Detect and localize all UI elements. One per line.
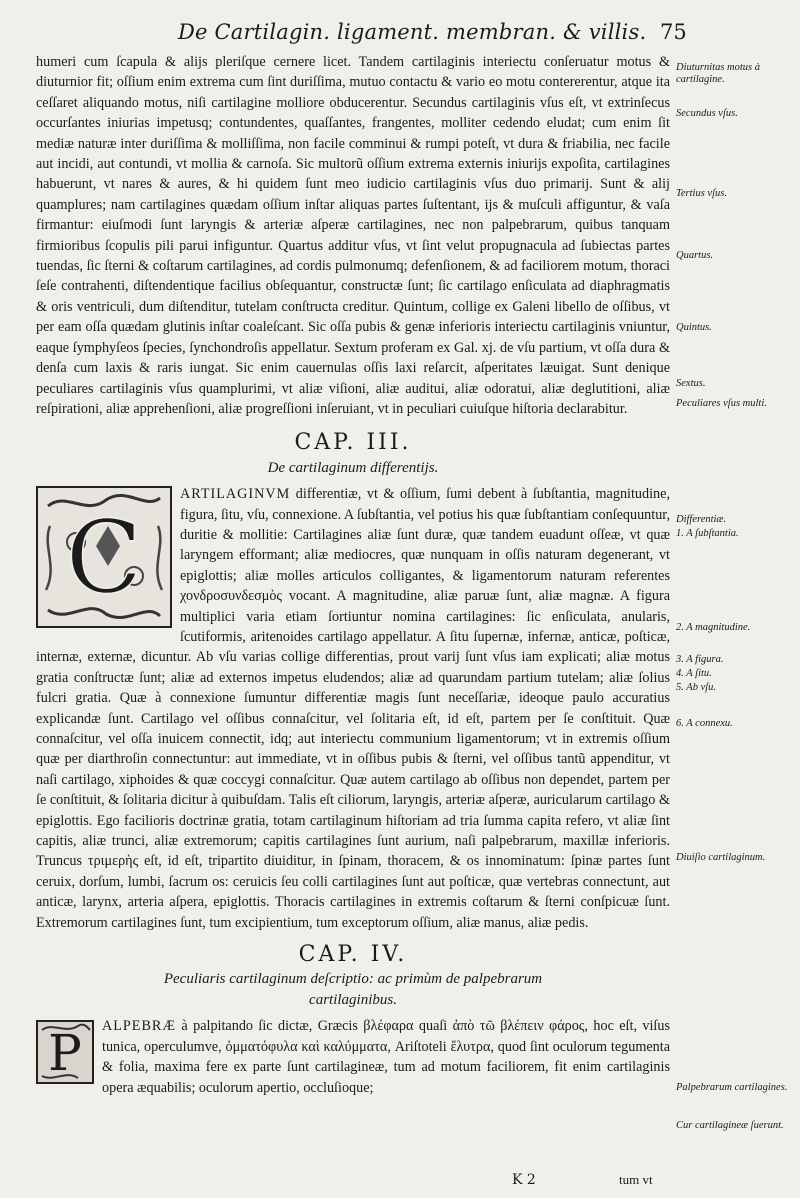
woodcut-initial-p-icon	[36, 1020, 94, 1084]
margin-note: Differentiæ.	[676, 514, 727, 525]
chapter4-text: à palpitando ſic dictæ, Græcis βλέφαρα quaſi ἀπὸ τῶ βλέπειν φάρος, hoc eſt, viſus tunica, operculumve, ὀμματόφυλα καὶ καλύμματα, Ariſtoteli ἕλυτρα, quod ſint oculorum tegumenta & folia, maxima fere ex parte ſunt cartilagineæ, tum ad motum faciliorem, fit enim cartilaginis opera æquabilis; oculorum apertio, occluſioque;	[102, 1018, 670, 1096]
running-title: De Cartilagin. ligament. membran. & villis.	[178, 20, 647, 44]
svg-text:P: P	[48, 1024, 82, 1083]
margin-note: Palpebrarum cartilagines.	[676, 1082, 788, 1093]
margin-note: Diuturnitas motus à cartilagine.	[676, 62, 761, 85]
page-number: 75	[660, 20, 687, 44]
chapter3-paragraph	[36, 484, 670, 933]
chapter4-heading: CAP. IV.	[298, 942, 408, 968]
margin-notes-column	[676, 52, 798, 1192]
chapter3-heading: CAP. III.	[294, 430, 412, 456]
margin-note: Tertius vſus.	[676, 188, 727, 199]
chapter4-subtitle-line2: cartilaginibus.	[309, 991, 397, 1008]
chapter3-text: differentiæ, vt & oſſium, ſumi debent à ſubſtantia, magnitudine, figura, ſitu, vſu, connexione. A ſubſtantia, vel potius his quæ ſubſtantiam conſequuntur, duritie & mollitie: Cartilagines aliæ ſunt duræ, quæ tandem euadunt oſſeæ, vt quæ laryngem efformant; aliæ mediocres, quæ nunquam in oſſis naturam degenerant, vt epiglottis; aliæ molles articulos colligantes, & ligamentorum naturam referentes χονδροσυνδεσμὸς vocant. A magnitudine, aliæ paruæ ſunt, aliæ magnæ. A figura multiplici varia etiam ſortiuntur nomina cartilagines: ſic enſiculata, anularis, ſcutiformis, aritenoides cartilago appellatur. A ſitu ſupernæ, infernæ, anticæ, poſticæ, internæ, externæ, dicuntur. Ab vſu varias collige differentias, prout varij ſunt vſus iam explicati; aliæ motus gratia conſtructæ ſunt; aliæ ad externos impetus eludendos; aliæ ad quarundam partium tutelam; aliæ ſolius fulcri gratia. Quæ à connexione ſumuntur differentiæ magis ſunt neceſſariæ, ideoque paulo accuratius explicandæ ſunt. Cartilago vel oſſibus connaſcitur, vel ſolitaria eſt, id eſt, partem per ſe conſtituit. Quæ connaſcitur, vel oſſa inuicem connectit, idq; aut interiectu communium ligamentorum; vt in extremis oſſium quæ per diarthroſin connectuntur: aut immediate, vt in oſſibus pubis & ſterni, vel oſſibus tantũ appenditur, vt naſi cartilago, xiphoides & quæ coccygi connaſcitur. Quæ autem cartilago ab oſſibus non dependet, partem per ſe conſtituit, & ſolitaria dicitur à quibuſdam. Talis eſt ciliorum, laryngis, arteriæ aſperæ, auricularum cartilago & epiglottis. Ego facilioris doctrinæ gratia, totam cartilaginum hiſtoriam ad tria ſumma capita refero, vt aliæ ſint capitis, aliæ trunci, aliæ extremorum; capitis cartilagines ſunt aurium, naſi palpebrarum, maxillæ inferioris. Truncus τριμερὴς eſt, id eſt, tripartito diuiditur, in ſpinam, thoracem, & os innominatum: ſpinæ partes ſunt ceruix, dorſum, lumbi, ſacrum os: ceruicis ſeu colli cartilagines ſunt aut poſticæ, quæ vertebras connectunt, aut anticæ, larynx, arteria aſpera, epiglottis. Thoracis cartilagines in extremis coſtarum & ſterni conſpicuæ ſunt. Extremorum cartilagines ſunt, tum excipientium, tum exceptorum oſſium, aliæ manus, aliæ pedis.	[36, 486, 671, 931]
margin-note: Diuiſio cartilaginum.	[676, 852, 766, 863]
margin-note: Peculiares vſus multi.	[676, 398, 767, 409]
margin-note: 5. Ab vſu.	[676, 682, 717, 693]
margin-note: Quartus.	[676, 250, 714, 261]
decorated-initial-c	[36, 486, 172, 628]
woodcut-initial-c-icon	[36, 486, 172, 628]
signature-mark: K 2	[512, 1172, 536, 1188]
main-text-block	[36, 52, 670, 1098]
margin-note: Cur cartilagineæ ſuerunt.	[676, 1120, 784, 1131]
decorated-initial-p	[36, 1020, 94, 1084]
margin-note: Secundus vſus.	[676, 108, 738, 119]
margin-note: 4. A ſitu.	[676, 668, 712, 679]
catchword: tum vt	[619, 1172, 653, 1187]
chapter3-subtitle: De cartilaginum differentijs.	[267, 459, 439, 476]
margin-note: 2. A magnitudine.	[676, 622, 751, 633]
chapter3-opening-word: ARTILAGINVM	[180, 486, 291, 503]
margin-note: Quintus.	[676, 322, 712, 333]
chapter4-paragraph	[36, 1016, 670, 1098]
chapter4-subtitle-line1: Peculiaris cartilaginum deſcriptio: ac primùm de palpebrarum	[163, 971, 543, 988]
margin-note: 1. A ſubſtantia.	[676, 528, 739, 539]
margin-note: 6. A connexu.	[676, 718, 733, 729]
svg-text:C: C	[65, 499, 143, 617]
chapter4-opening-word: ALPEBRÆ	[102, 1018, 177, 1035]
page-header	[0, 18, 800, 48]
margin-note: Sextus.	[676, 378, 706, 389]
margin-note: 3. A figura.	[676, 654, 724, 665]
chapter2-closing-paragraph: humeri cum ſcapula & alijs pleriſque cernere licet. Tandem cartilaginis interiectu conſeruatur motus & diuturnior fit; oſſium enim extrema cum ſint duriſſima, mutuo contactu & vario eo motu contererentur, atque ita ceſſaret aliquando motus, niſi cartilagine molliore obducerentur. Secundus cartilaginis vſus eſt, vt extrinſecus occurſantes iniurias impetusq; contundentes, quaſſantes, frangentes, molliter cedendo eludat; cum enim ſit mediæ naturæ inter duriſſima & molliſſima, non facile comminui & rumpi poteſt, vt dura & friabilia, nec facile aut incidi, aut contundi, vt mollia & carnoſa. Sic multorũ oſſium extrema externis iniurijs expoſita, cartilagines habuerunt, vt nares & aures, & hi quidem ſunt meo iudicio cartilaginis vſus duo primarij. Sunt & alij quamplures; nam cartilagines quædam oſſium inſtar aliquas partes ſuſtentant, ijs & muſculi affiguntur, & vaſa firmantur: eiuſmodi ſunt laryngis & arteriæ aſperæ cartilagines, nec non palpebrarum, quibus tanquam firmioribus ſcopulis pili parui infiguntur. Quartus additur vſus, vt ſint velut propugnacula ad ſubiectas partes tuendas, ſic ſterni & coſtarum cartilagines, ad cordis pulmonumq; defenſionem, & ad faciliorem motum, thoraci ſeſe contrahenti, diſtendentique facilius obſequantur, constructæ ſunt; ſic cartilago enſiculata ad diaphragmatis & oris ventriculi, dum diſtenditur, tutelam conſtructa creditur. Quintum, collige ex Galeni libello de oſſibus, vt per eam oſſa quædam glutinis inſtar coaleſcant. Sic oſſa pubis & genæ inferioris interiectu cartilaginis vniuntur, eaque ſymphyſeos ſpecies, ſynchondroſis appellatur. Sextum proferam ex Gal. xj. de vſu partium, vt oſſa dura & denſa cum laxis & raris iungat. Sic enim cauernulas oſſis laxi reſarcit, aſperitates læuigat. Sunt denique peculiares cartilaginis vſus quamplurimi, vt aliæ viſioni, aliæ auditui, aliæ odoratui, aliæ deglutitioni, aliæ reſpirationi, aliæ apprehenſioni, aliæ progreſſioni inſeruiant, vt in peculiari cuiuſque hiſtoria declarabitur.	[36, 54, 670, 417]
